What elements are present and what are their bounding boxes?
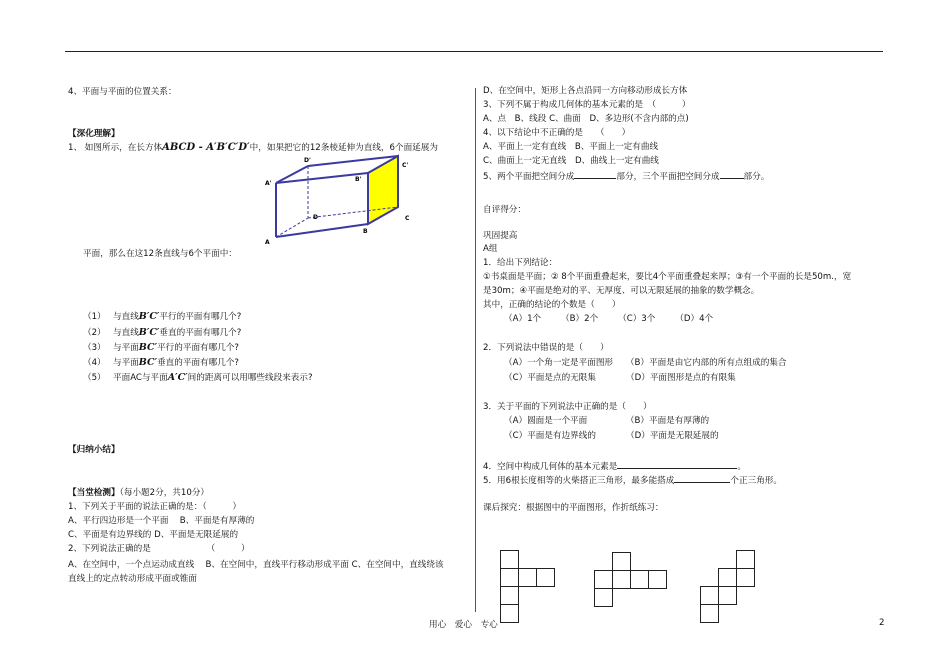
exercise-1-line-2: 是30m；④平面是绝对的平、无厚度、可以无限延展的抽象的数学概念。	[483, 286, 760, 296]
test-q5: 5、两个平面把空间分成 部分，三个平面把空间分成 部分。	[483, 172, 770, 182]
cube-net-1	[500, 550, 570, 630]
test-q2-option-d: D、在空间中，矩形上各点沿同一方向移动形成长方体	[483, 86, 688, 96]
answer-blank	[720, 170, 744, 179]
label-Cp: C'	[402, 162, 409, 169]
test-q3: 3、下列不属于构成几何体的基本元素的是 （ ）	[483, 100, 691, 110]
exercise-4: 4．空间中构成几何体的基本元素是 。	[483, 462, 746, 472]
test-q3-options: A、点 B、线段 C、曲面 D、多边形(不含内部的点)	[483, 114, 689, 124]
sub-question: （4） 与平面BC′垂直的平面有哪几个?	[83, 357, 239, 368]
sub-question: （5） 平面AC与平面A′C′间的距离可以用哪些线段来表示?	[83, 372, 313, 383]
exercise-2: 2．下列说法中错误的是（ ）	[483, 343, 609, 353]
exercise-2-options-2: （C）平面是点的无限集 （D）平面图形是点的有限集	[504, 373, 736, 383]
exercise-1-line-3: 其中，正确的结论的个数是（ ）	[483, 300, 621, 310]
cube-net-2	[594, 552, 674, 627]
header-rule	[65, 51, 883, 52]
sub-question: （2） 与直线B′C′垂直的平面有哪几个?	[83, 327, 242, 338]
section-title-guina: 【归纳小结】	[68, 445, 120, 455]
exercise-3-options-2: （C）平面是有边界线的 （D）平面是无限延展的	[504, 431, 719, 441]
question-1-continued: 平面，那么在这12条直线与6个平面中：	[83, 249, 237, 259]
cuboid-figure	[262, 154, 422, 259]
label-Dp: D'	[304, 157, 311, 164]
label-Bp: B'	[355, 176, 362, 183]
test-q2-options-cont: 直线上的定点转动形成平面或锥面	[68, 574, 197, 584]
test-q1: 1、下列关于平面的说法正确的是：（ ）	[68, 502, 242, 512]
section-title-shenhua: 【深化理解】	[68, 129, 120, 139]
footer-center: 用心 爱心 专心	[429, 620, 498, 630]
exercise-1-line-1: ①书桌面是平面；② 8个平面重叠起来，要比4个平面重叠起来厚；③有一个平面的长是50m.，宽	[483, 272, 852, 282]
exercise-3: 3．关于平面的下列说法中正确的是（ ）	[483, 402, 652, 412]
cube-net-3	[700, 550, 780, 630]
section-title-dangtang: 【当堂检测】（每小题2分，共10分）	[68, 488, 210, 498]
question-1: 1、 如图所示，在长方体ABCD - A′B′C′D′中，如果把它的12条棱延伸为直线，6个面延展为	[68, 142, 438, 153]
test-q4-options-ab: A、平面上一定有直线 B、平面上一定有曲线	[483, 142, 659, 152]
page-number: 2	[879, 618, 885, 628]
edge-a-b	[276, 224, 368, 237]
exercise-5: 5．用6根长度相等的火柴搭正三角形，最多能搭成 个正三角形。	[483, 476, 782, 486]
label-B: B	[363, 228, 368, 235]
answer-blank	[617, 460, 737, 469]
label-C: C	[405, 215, 410, 222]
test-q4: 4、以下结论中不正确的是 （ ）	[483, 128, 631, 138]
exercise-2-options-1: （A）一个角一定是平面图形 （B）平面是由它内部的所有点组成的集合	[504, 358, 787, 368]
test-q1-options-cd: C、平面是有边界线的 D、平面是无限延展的	[68, 530, 239, 540]
test-q1-options-ab: A、平行四边形是一个平面 B、平面是有厚薄的	[68, 516, 255, 526]
label-D: D	[313, 214, 318, 221]
face-bcc-b	[368, 156, 398, 224]
answer-blank	[674, 474, 730, 483]
test-q4-options-cd: C、曲面上一定无直线 D、曲线上一定有曲线	[483, 156, 659, 166]
formula: ABCD - A′B′C′D′	[162, 142, 250, 153]
exercise-1: 1．给出下列结论：	[483, 258, 558, 268]
explore-prompt: 课后探究：根据图中的平面图形，作折纸练习：	[483, 503, 664, 513]
label-Ap: A'	[265, 180, 272, 187]
self-score-label: 自评得分：	[483, 205, 526, 215]
section-4-heading: 4、平面与平面的位置关系：	[68, 87, 177, 97]
sub-question: （1） 与直线B′C′平行的平面有哪几个?	[83, 311, 242, 322]
column-divider	[475, 88, 476, 612]
test-q2: 2、下列说法正确的是 （ ）	[68, 544, 250, 554]
test-q2-options: A、在空间中，一个点运动成直线 B、在空间中，直线平行移动形成平面 C、在空间中，直线绕该	[68, 560, 444, 570]
section-title-gonggu: 巩固提高	[483, 231, 518, 241]
sub-question: （3） 与平面BC′平行的平面有哪几个?	[83, 342, 239, 353]
exercise-1-options: （A）1个 （B）2个 （C）3个 （D）4个	[504, 314, 714, 324]
group-a-label: A组	[483, 244, 498, 254]
answer-blank	[574, 170, 616, 179]
exercise-3-options-1: （A）圆面是一个平面 （B）平面是有厚薄的	[504, 416, 710, 426]
label-A: A	[265, 239, 270, 246]
